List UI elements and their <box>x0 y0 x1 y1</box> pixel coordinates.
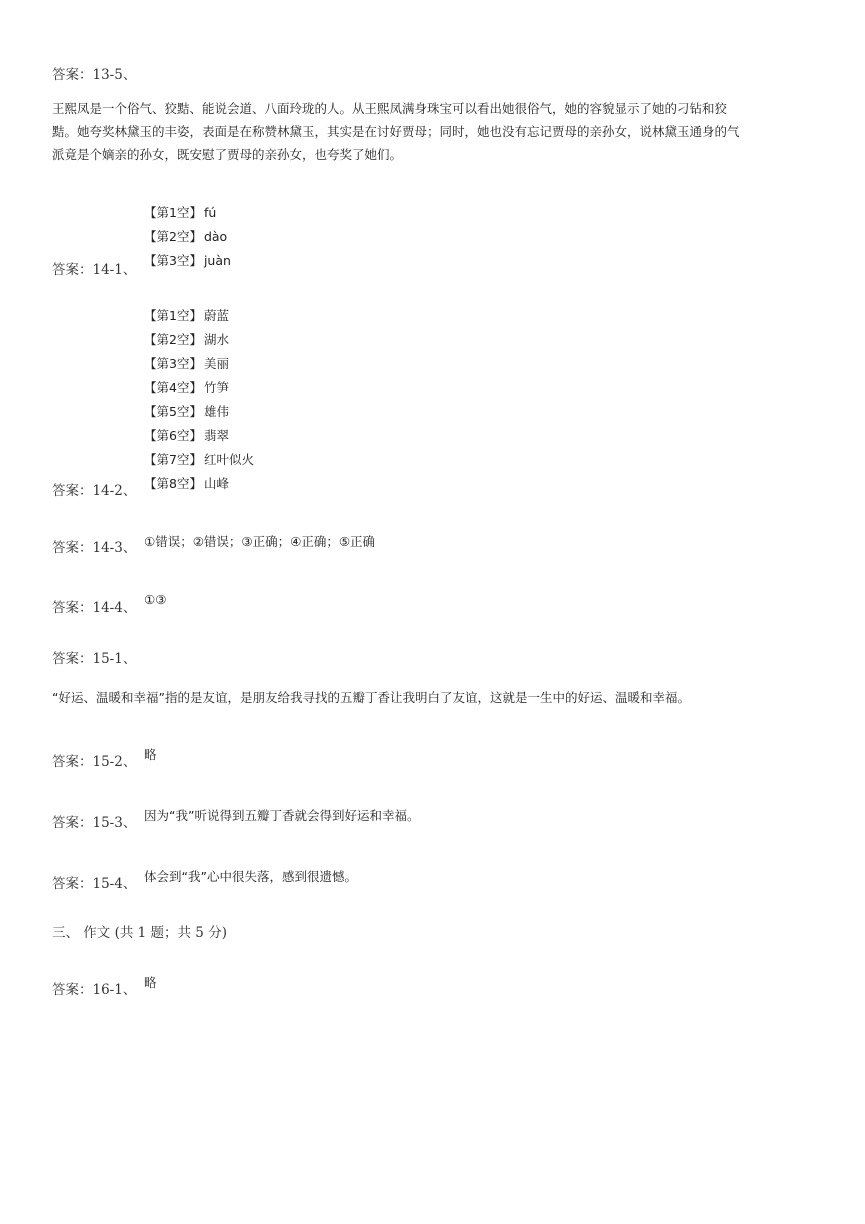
answer-label-14-4: 答案：14-4、 <box>52 600 137 616</box>
paragraph-line: 派竟是个嫡亲的孙女，既安慰了贾母的亲孙女，也夸奖了她们。 <box>52 147 403 162</box>
answer-text-15-2: 略 <box>144 747 157 762</box>
blank-item: 【第3空】 juàn <box>144 253 231 268</box>
blank-item: 【第4空】 竹笋 <box>144 380 229 395</box>
answer-text-15-3: 因为“我”听说得到五瓣丁香就会得到好运和幸福。 <box>144 808 420 823</box>
paragraph-line: 王熙凤是一个俗气、狡黠、能说会道、八面玲珑的人。从王熙凤满身珠宝可以看出她很俗气，她的容貌显示了她的刁钻和狡 <box>52 101 728 116</box>
blank-item: 【第5空】 雄伟 <box>144 404 229 419</box>
blank-item: 【第3空】 美丽 <box>144 356 229 371</box>
blank-item: 【第2空】 dào <box>144 229 228 244</box>
answer-label-14-1: 答案：14-1、 <box>52 262 137 278</box>
answer-paragraph-13-5 <box>52 97 740 166</box>
answer-label-15-3: 答案：15-3、 <box>52 815 137 831</box>
blank-item: 【第7空】 红叶似火 <box>144 452 254 467</box>
answer-label-13-5: 答案：13-5、 <box>52 67 137 83</box>
answer-text-16-1: 略 <box>144 975 157 990</box>
blank-item: 【第6空】 翡翠 <box>144 428 229 443</box>
blank-item: 【第1空】 fú <box>144 205 217 220</box>
answer-label-15-2: 答案：15-2、 <box>52 754 137 770</box>
blank-list-14-1 <box>144 201 231 273</box>
paragraph-line: 黠。她夸奖林黛玉的丰姿，表面是在称赞林黛玉，其实是在讨好贾母；同时，她也没有忘记贾母的亲孙女，说林黛玉通身的气 <box>52 124 740 139</box>
answer-text-15-4: 体会到“我”心中很失落，感到很遗憾。 <box>144 869 357 884</box>
blank-list-14-2 <box>144 304 254 496</box>
answer-text-15-1: “好运、温暖和幸福”指的是友谊，是朋友给我寻找的五瓣丁香让我明白了友谊，这就是一生中的好运、温暖和幸福。 <box>52 690 690 705</box>
answer-label-14-2: 答案：14-2、 <box>52 483 137 499</box>
answer-text-14-4: ①③ <box>144 592 167 607</box>
blank-item: 【第1空】 蔚蓝 <box>144 308 229 323</box>
answer-label-14-3: 答案：14-3、 <box>52 540 137 556</box>
answer-text-14-3: ①错误；②错误；③正确；④正确；⑤正确 <box>144 534 376 549</box>
section-heading: 三、 作文 (共 1 题；共 5 分) <box>52 925 227 941</box>
answer-label-15-1: 答案：15-1、 <box>52 651 137 667</box>
blank-item: 【第2空】 湖水 <box>144 332 229 347</box>
answer-label-16-1: 答案：16-1、 <box>52 982 137 998</box>
blank-item: 【第8空】 山峰 <box>144 476 229 491</box>
answer-label-15-4: 答案：15-4、 <box>52 876 137 892</box>
